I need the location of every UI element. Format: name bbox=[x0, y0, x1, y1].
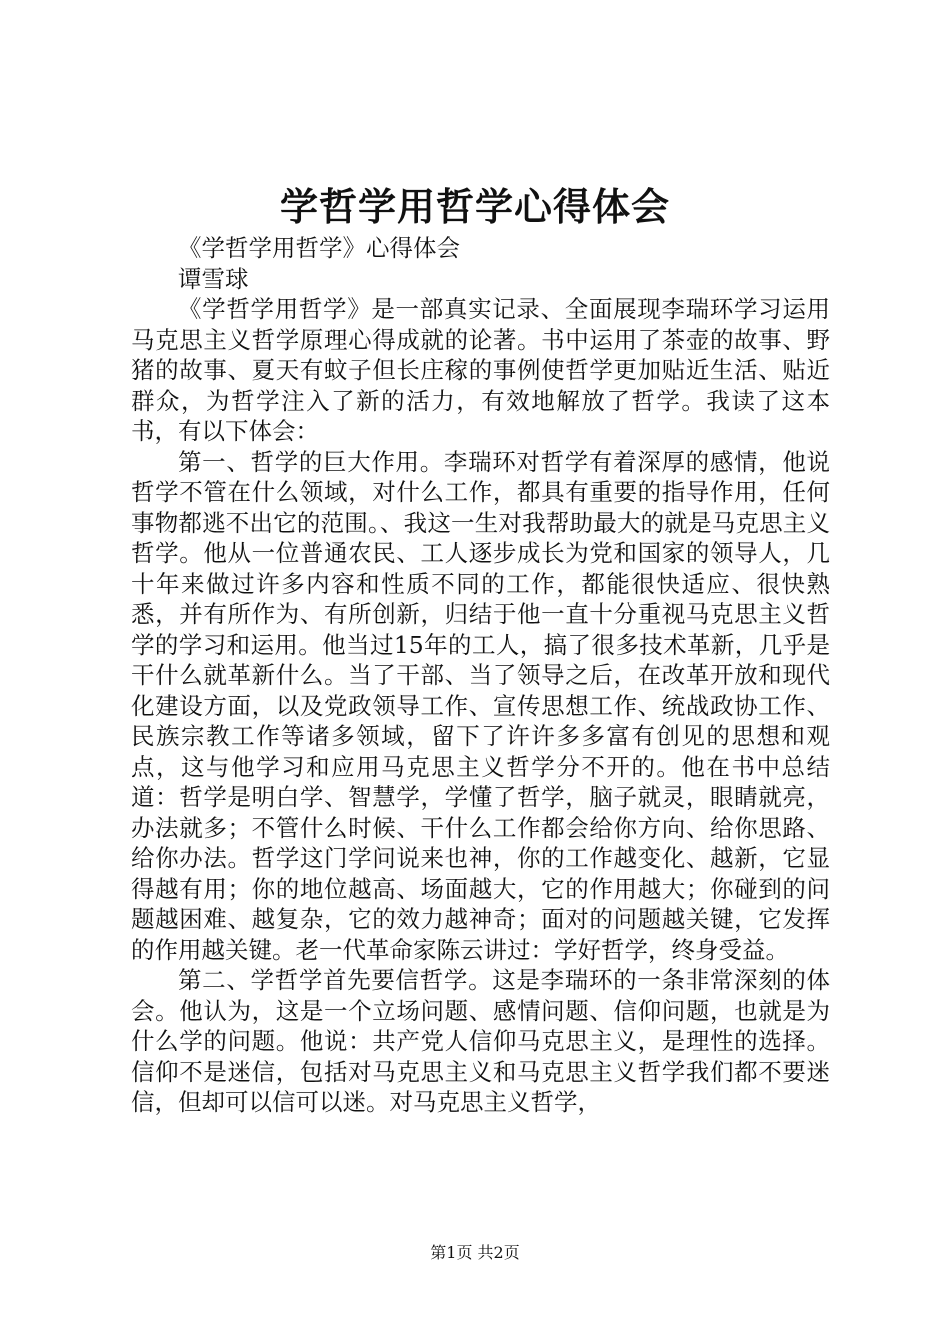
section-two-paragraph: 第二、学哲学首先要信哲学。这是李瑞环的一条非常深刻的体会。他认为，这是一个立场问题、感情问题、信仰问题，也就是为什么学的问题。他说：共产党人信仰马克思主义，是理性的选择。信仰不是迷信，包括对马克思主义和马克思主义哲学我们都不要迷信，但却可以信可以迷。对马克思主义哲学， bbox=[131, 966, 830, 1116]
document-title: 学哲学用哲学心得体会 bbox=[279, 184, 670, 229]
intro-paragraph: 《学哲学用哲学》是一部真实记录、全面展现李瑞环学习运用马克思主义哲学原理心得成就的论著。书中运用了茶壶的故事、野猪的故事、夏天有蚊子但长庄稼的事例使哲学更加贴近生活、贴近群众，为哲学注入了新的活力，有效地解放了哲学。我读了这本书，有以下体会： bbox=[131, 295, 830, 445]
author-paragraph: 谭雪球 bbox=[178, 264, 249, 293]
page-footer: 第1页 共2页 bbox=[430, 1243, 520, 1262]
section-one-paragraph: 第一、哲学的巨大作用。李瑞环对哲学有着深厚的感情，他说哲学不管在什么领域，对什么工作，都具有重要的指导作用，任何事物都逃不出它的范围。、我这一生对我帮助最大的就是马克思主义哲学。他从一位普通农民、工人逐步成长为党和国家的领导人，几十年来做过许多内容和性质不同的工作，都能很快适应、很快熟悉，并有所作为、有所创新，归结于他一直十分重视马克思主义哲学的学习和运用。他当过15年的工人，搞了很多技术革新，几乎是干什么就革新什么。当了干部、当了领导之后，在改革开放和现代化建设方面，以及党政领导工作、宣传思想工作、统战政协工作、民族宗教工作等诸多领域，留下了许许多多富有创见的思想和观点，这与他学习和应用马克思主义哲学分不开的。他在书中总结道：哲学是明白学、智慧学，学懂了哲学，脑子就灵，眼睛就亮，办法就多；不管什么时候、干什么工作都会给你方向、给你思路、给你办法。哲学这门学问说来也神，你的工作越变化、越新，它显得越有用；你的地位越高、场面越大，它的作用越大；你碰到的问题越困难、越复杂，它的效力越神奇；面对的问题越关键，它发挥的作用越关键。老一代革命家陈云讲过：学好哲学，终身受益。 bbox=[131, 447, 830, 964]
subtitle-paragraph: 《学哲学用哲学》心得体会 bbox=[178, 234, 460, 262]
document-body bbox=[131, 233, 830, 1118]
